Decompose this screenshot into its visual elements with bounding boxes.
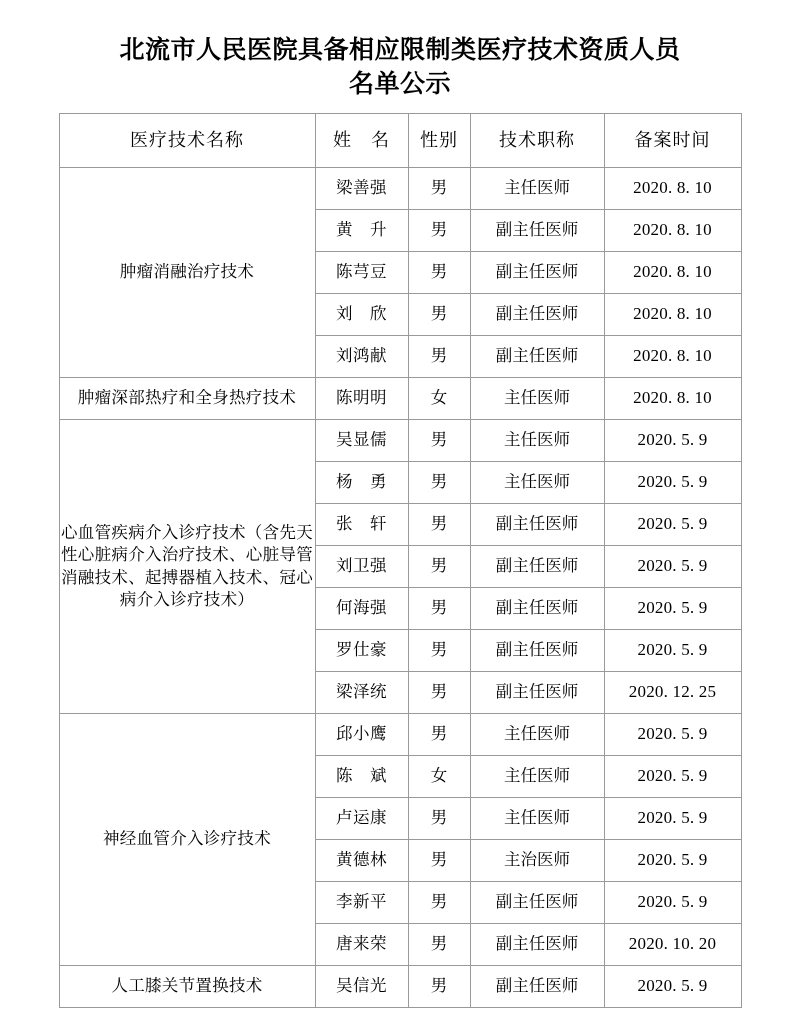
cell-sex: 男 [408, 504, 470, 546]
cell-sex: 男 [408, 336, 470, 378]
cell-professional-title: 副主任医师 [470, 672, 604, 714]
cell-person-name: 陈芎豆 [315, 252, 408, 294]
cell-sex: 男 [408, 546, 470, 588]
cell-sex: 男 [408, 630, 470, 672]
cell-sex: 男 [408, 168, 470, 210]
cell-professional-title: 副主任医师 [470, 546, 604, 588]
cell-person-name: 陈明明 [315, 378, 408, 420]
cell-record-date: 2020. 10. 20 [604, 924, 741, 966]
cell-sex: 男 [408, 672, 470, 714]
cell-person-name: 邱小鹰 [315, 714, 408, 756]
cell-tech-name: 神经血管介入诊疗技术 [59, 714, 315, 966]
cell-professional-title: 副主任医师 [470, 588, 604, 630]
cell-professional-title: 主任医师 [470, 420, 604, 462]
cell-record-date: 2020. 5. 9 [604, 756, 741, 798]
cell-sex: 男 [408, 882, 470, 924]
cell-sex: 男 [408, 924, 470, 966]
cell-professional-title: 副主任医师 [470, 924, 604, 966]
table-body [59, 168, 741, 1008]
cell-person-name: 唐来荣 [315, 924, 408, 966]
table-row [59, 378, 741, 420]
cell-professional-title: 副主任医师 [470, 630, 604, 672]
cell-record-date: 2020. 8. 10 [604, 294, 741, 336]
table-row [59, 420, 741, 462]
column-header-tech-name: 医疗技术名称 [59, 114, 315, 168]
cell-professional-title: 主治医师 [470, 840, 604, 882]
cell-professional-title: 副主任医师 [470, 504, 604, 546]
cell-professional-title: 主任医师 [470, 378, 604, 420]
cell-person-name: 黄德林 [315, 840, 408, 882]
cell-person-name: 梁泽统 [315, 672, 408, 714]
cell-record-date: 2020. 5. 9 [604, 714, 741, 756]
cell-sex: 男 [408, 420, 470, 462]
cell-sex: 男 [408, 252, 470, 294]
cell-record-date: 2020. 12. 25 [604, 672, 741, 714]
cell-professional-title: 副主任医师 [470, 966, 604, 1008]
cell-person-name: 刘 欣 [315, 294, 408, 336]
page-title-line-1: 北流市人民医院具备相应限制类医疗技术资质人员 [119, 37, 681, 64]
cell-record-date: 2020. 5. 9 [604, 630, 741, 672]
cell-sex: 男 [408, 294, 470, 336]
cell-professional-title: 主任医师 [470, 168, 604, 210]
cell-record-date: 2020. 8. 10 [604, 210, 741, 252]
cell-record-date: 2020. 5. 9 [604, 840, 741, 882]
cell-sex: 女 [408, 378, 470, 420]
cell-record-date: 2020. 5. 9 [604, 588, 741, 630]
cell-sex: 女 [408, 756, 470, 798]
cell-person-name: 梁善强 [315, 168, 408, 210]
cell-professional-title: 副主任医师 [470, 882, 604, 924]
column-header-record-date: 备案时间 [604, 114, 741, 168]
cell-record-date: 2020. 8. 10 [604, 168, 741, 210]
cell-person-name: 吴显儒 [315, 420, 408, 462]
cell-person-name: 李新平 [315, 882, 408, 924]
table-row [59, 966, 741, 1008]
cell-professional-title: 主任医师 [470, 462, 604, 504]
cell-record-date: 2020. 5. 9 [604, 966, 741, 1008]
cell-record-date: 2020. 5. 9 [604, 882, 741, 924]
cell-sex: 男 [408, 966, 470, 1008]
column-header-sex: 性别 [408, 114, 470, 168]
cell-record-date: 2020. 5. 9 [604, 420, 741, 462]
cell-person-name: 何海强 [315, 588, 408, 630]
cell-sex: 男 [408, 714, 470, 756]
cell-record-date: 2020. 5. 9 [604, 798, 741, 840]
cell-person-name: 杨 勇 [315, 462, 408, 504]
cell-record-date: 2020. 5. 9 [604, 462, 741, 504]
table-header [59, 114, 741, 168]
cell-sex: 男 [408, 210, 470, 252]
page-title-line-2: 名单公示 [348, 71, 451, 98]
cell-person-name: 刘鸿献 [315, 336, 408, 378]
cell-sex: 男 [408, 840, 470, 882]
cell-professional-title: 副主任医师 [470, 210, 604, 252]
cell-sex: 男 [408, 588, 470, 630]
cell-sex: 男 [408, 798, 470, 840]
cell-record-date: 2020. 5. 9 [604, 504, 741, 546]
qualified-personnel-table [59, 113, 742, 1008]
cell-person-name: 卢运康 [315, 798, 408, 840]
cell-person-name: 黄 升 [315, 210, 408, 252]
table-row [59, 714, 741, 756]
cell-professional-title: 副主任医师 [470, 336, 604, 378]
table-row [59, 168, 741, 210]
cell-professional-title: 副主任医师 [470, 252, 604, 294]
column-header-professional-title: 技术职称 [470, 114, 604, 168]
page-title [60, 0, 740, 102]
cell-person-name: 刘卫强 [315, 546, 408, 588]
cell-professional-title: 主任医师 [470, 756, 604, 798]
cell-professional-title: 主任医师 [470, 798, 604, 840]
cell-person-name: 吴信光 [315, 966, 408, 1008]
column-header-person-name: 姓 名 [315, 114, 408, 168]
cell-person-name: 陈 斌 [315, 756, 408, 798]
cell-tech-name: 肿瘤深部热疗和全身热疗技术 [59, 378, 315, 420]
cell-person-name: 罗仕豪 [315, 630, 408, 672]
cell-professional-title: 主任医师 [470, 714, 604, 756]
cell-record-date: 2020. 8. 10 [604, 336, 741, 378]
cell-tech-name: 肿瘤消融治疗技术 [59, 168, 315, 378]
cell-sex: 男 [408, 462, 470, 504]
cell-record-date: 2020. 5. 9 [604, 546, 741, 588]
cell-tech-name: 心血管疾病介入诊疗技术（含先天性心脏病介入治疗技术、心脏导管消融技术、起搏器植入技术、冠心病介入诊疗技术） [59, 420, 315, 714]
table-header-row [59, 114, 741, 168]
cell-record-date: 2020. 8. 10 [604, 378, 741, 420]
cell-person-name: 张 轩 [315, 504, 408, 546]
cell-record-date: 2020. 8. 10 [604, 252, 741, 294]
cell-tech-name: 人工膝关节置换技术 [59, 966, 315, 1008]
cell-professional-title: 副主任医师 [470, 294, 604, 336]
